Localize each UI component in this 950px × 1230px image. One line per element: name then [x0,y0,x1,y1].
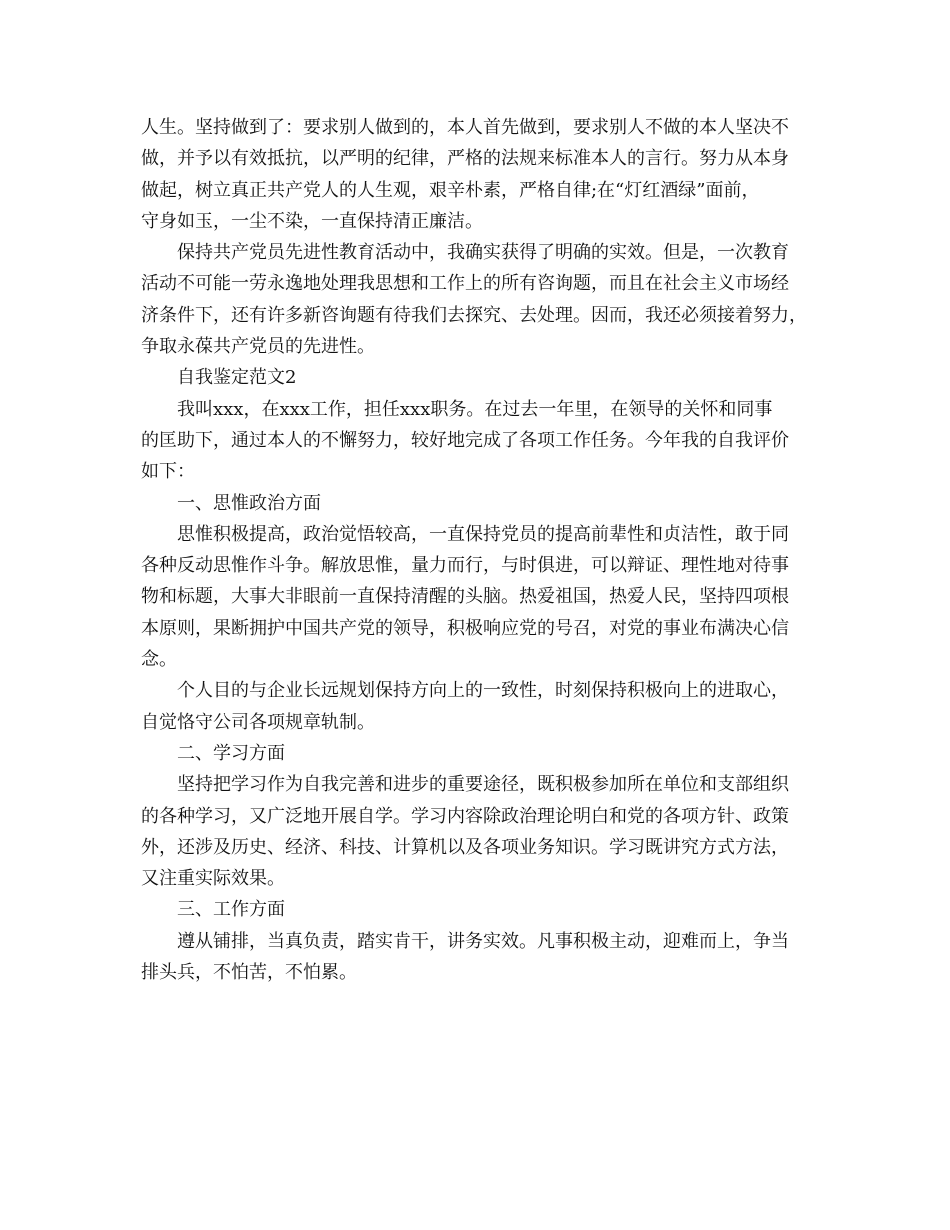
text-line: 自觉恪守公司各项规章轨制。 [141,711,375,733]
section-heading: 二、学习方面 [177,742,285,764]
text-line: 济条件下，还有许多新咨询题有待我们去探究、去处理。因而，我还必须接着努力， [141,304,807,326]
paragraph-first-line: 坚持把学习作为自我完善和进步的重要途径，既积极参加所在单位和支部组织 [177,774,789,796]
section-heading: 三、工作方面 [177,899,285,921]
text-line: 守身如玉，一尘不染，一直保持清正廉洁。 [141,210,483,232]
text-line: 物和标题，大事大非眼前一直保持清醒的头脑。热爱祖国，热爱人民，坚持四项根 [141,586,789,608]
text-line: 争取永葆共产党员的先进性。 [141,336,375,358]
text-line: 人生。坚持做到了：要求别人做到的，本人首先做到，要求别人不做的本人坚决不 [141,117,789,138]
text-line: 各种反动思惟作斗争。解放思惟，量力而行，与时俱进，可以辩证、理性地对待事 [141,555,789,577]
text-line: 做，并予以有效抵抗，以严明的纪律，严格的法规来标准本人的言行。努力从本身 [141,148,789,170]
paragraph-first-line: 我叫xxx，在xxx工作，担任xxx职务。在过去一年里，在领导的关怀和同事 [177,398,773,420]
document-page [141,112,831,988]
text-line: 的匡助下，通过本人的不懈努力，较好地完成了各项工作任务。今年我的自我评价 [141,429,789,451]
text-line: 念。 [141,649,177,671]
section-title: 自我鉴定范文2 [177,367,297,389]
text-line: 又注重实际效果。 [141,868,285,890]
text-line: 如下： [141,461,195,483]
paragraph-first-line: 遵从铺排，当真负责，踏实肯干，讲务实效。凡事积极主动，迎难而上，争当 [177,930,789,952]
paragraph-first-line: 个人目的与企业长远规划保持方向上的一致性，时刻保持积极向上的进取心， [177,680,789,702]
text-line: 本原则，果断拥护中国共产党的领导，积极响应党的号召，对党的事业布满决心信 [141,617,789,639]
text-line: 的各种学习，又广泛地开展自学。学习内容除政治理论明白和党的各项方针、政策 [141,805,789,827]
paragraph-first-line: 保持共产党员先进性教育活动中，我确实获得了明确的实效。但是，一次教育 [177,242,789,264]
paragraph-first-line: 思惟积极提高，政治觉悟较高，一直保持党员的提高前辈性和贞洁性，敢于同 [177,523,789,545]
section-heading: 一、思惟政治方面 [177,492,321,514]
text-line: 排头兵，不怕苦，不怕累。 [141,962,357,984]
text-line: 活动不可能一劳永逸地处理我思想和工作上的所有咨询题，而且在社会主义市场经 [141,273,789,295]
text-line: 外，还涉及历史、经济、科技、计算机以及各项业务知识。学习既讲究方式方法， [141,836,789,858]
text-line: 做起，树立真正共产党人的人生观，艰辛朴素，严格自律;在“灯红酒绿”面前， [141,179,760,201]
